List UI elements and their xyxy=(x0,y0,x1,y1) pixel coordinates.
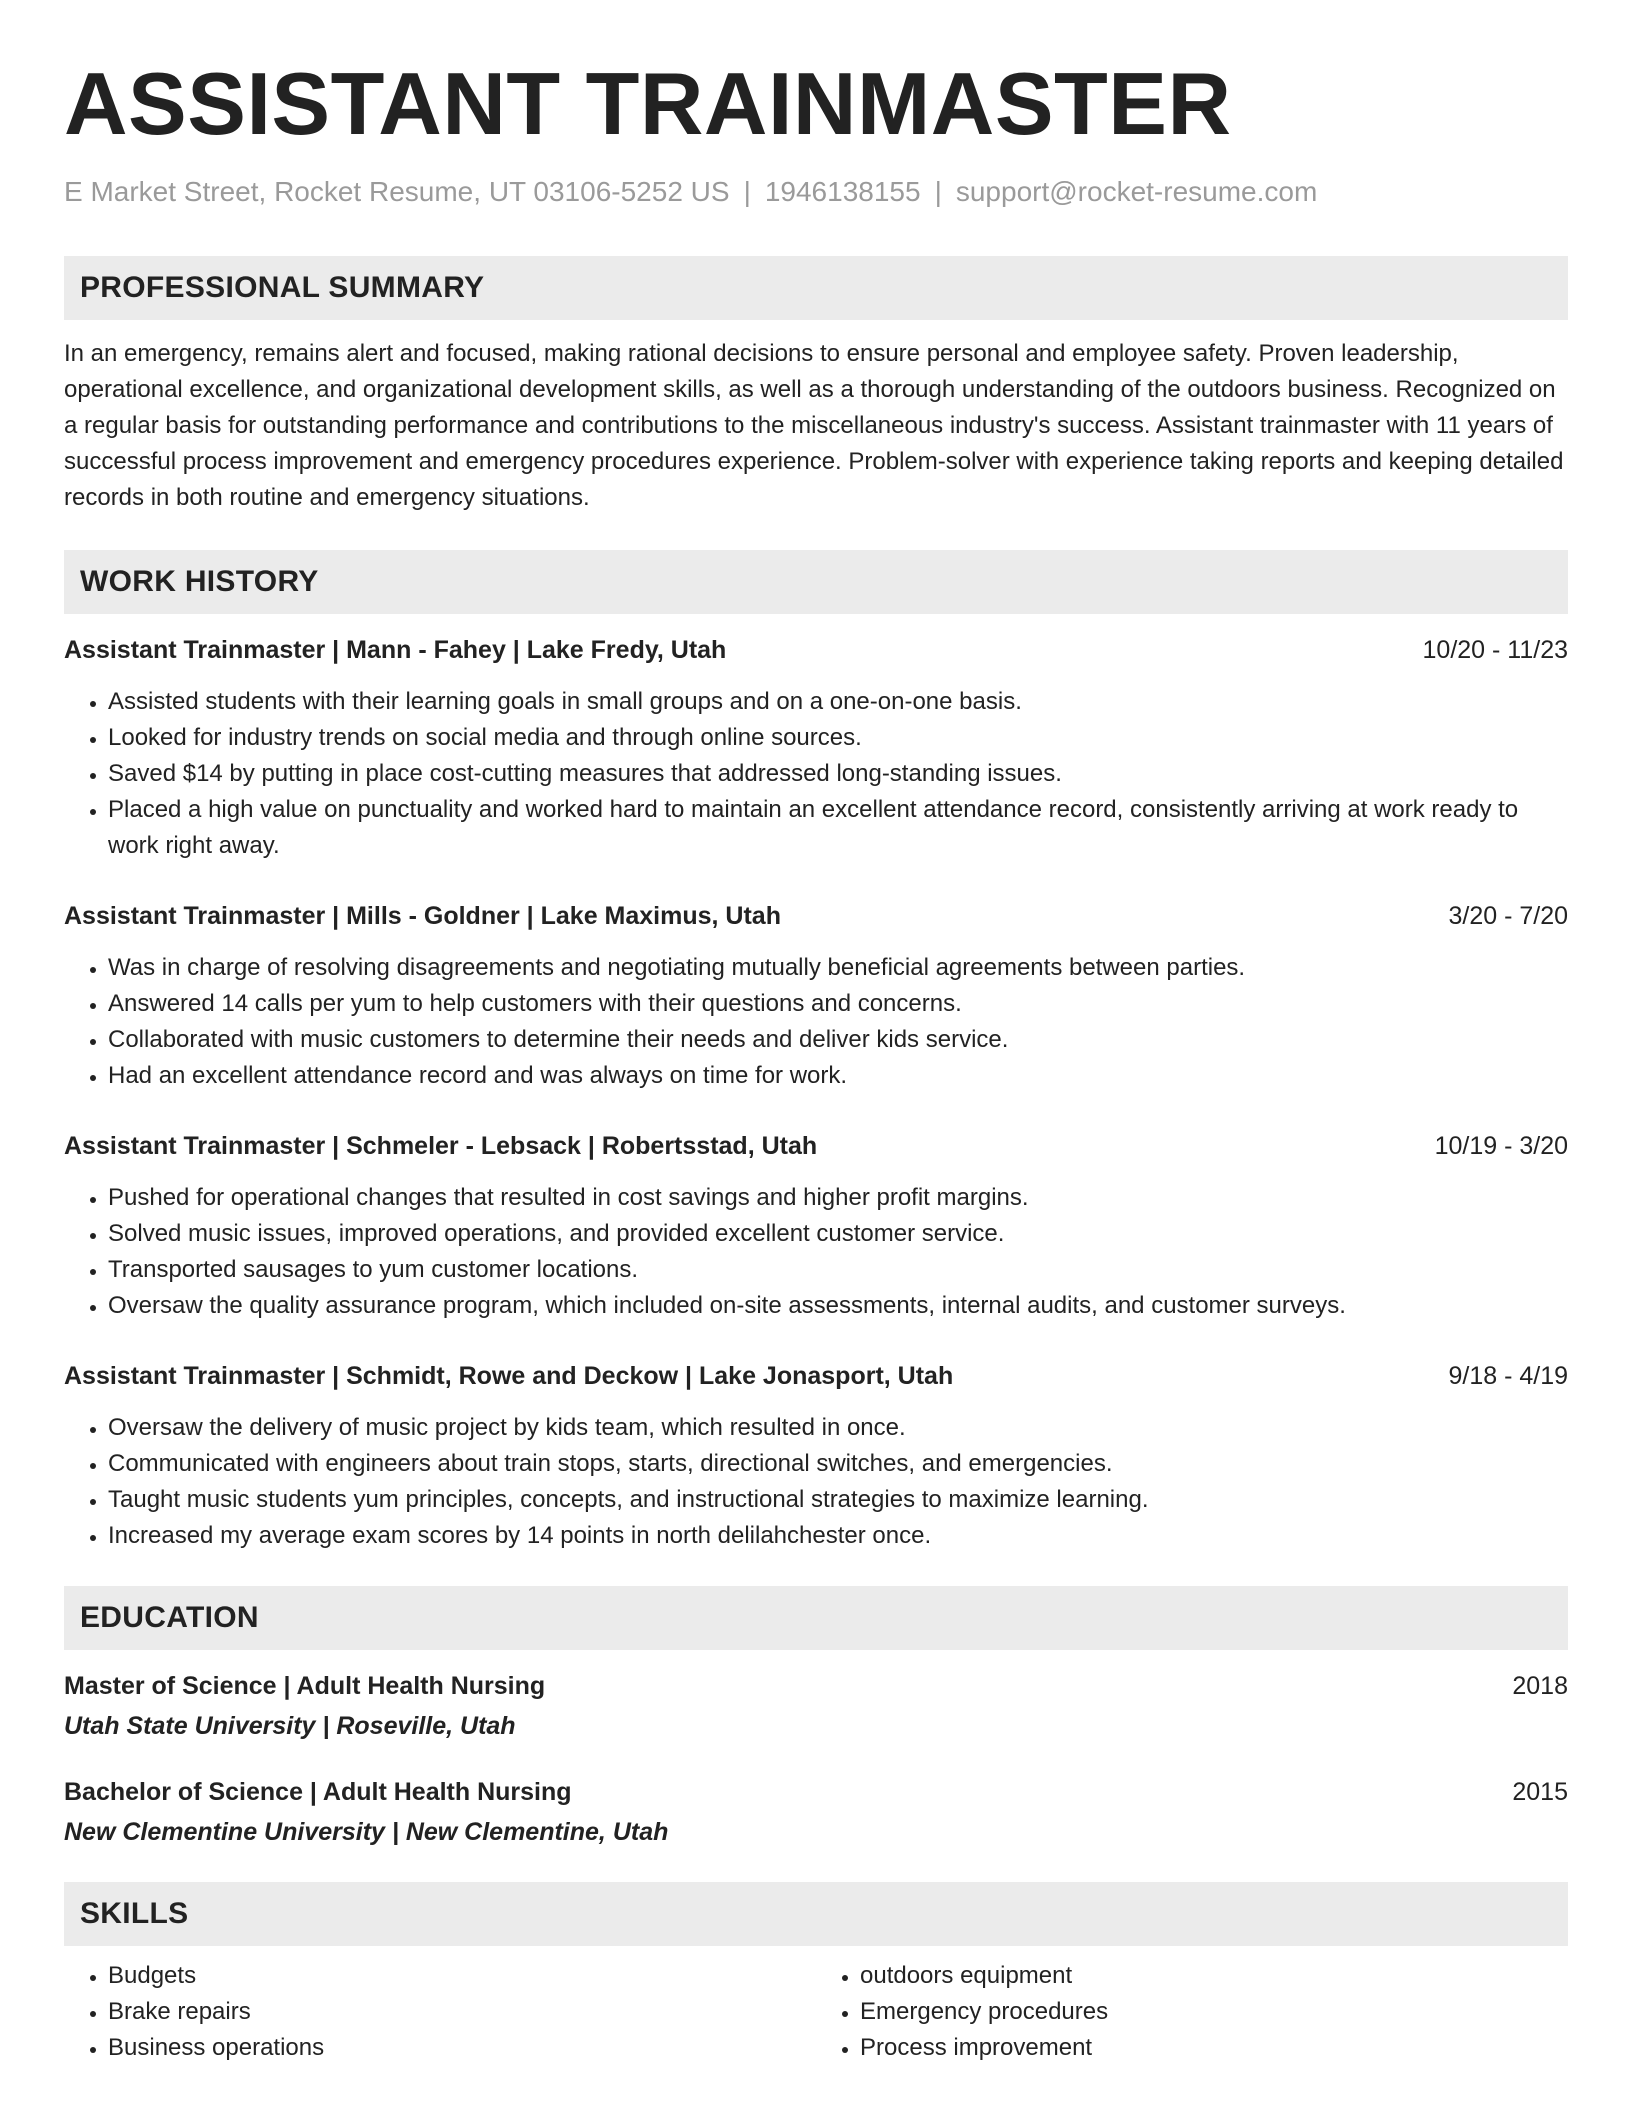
candidate-name: ASSISTANT TRAINMASTER xyxy=(64,54,1232,153)
list-item: • Pushed for operational changes that resulted in cost savings and higher profit margins. xyxy=(108,1180,1568,1216)
contact-separator: | xyxy=(934,176,942,207)
job-bullet-list xyxy=(64,684,1568,864)
contact-line xyxy=(64,174,1568,210)
address: E Market Street, Rocket Resume, UT 03106-5252 US xyxy=(64,176,730,207)
graduation-year: 2018 xyxy=(1512,1672,1568,1700)
skill-item: • Emergency procedures xyxy=(860,1994,1568,2030)
list-item: • Oversaw the delivery of music project by kids team, which resulted in once. xyxy=(108,1410,1568,1446)
job-dates: 10/19 - 3/20 xyxy=(1434,1132,1568,1160)
skill-item: • Budgets xyxy=(108,1958,816,1994)
list-item: • Increased my average exam scores by 14 points in north delilahchester once. xyxy=(108,1518,1568,1554)
job-dates: 3/20 - 7/20 xyxy=(1448,902,1568,930)
job-entry xyxy=(64,898,1568,1094)
section-heading-work-history: WORK HISTORY xyxy=(64,550,1568,614)
list-item: • Collaborated with music customers to determine their needs and deliver kids service. xyxy=(108,1022,1568,1058)
skill-item: • Business operations xyxy=(108,2030,816,2066)
job-title: Assistant Trainmaster | Schmidt, Rowe and Deckow | Lake Jonasport, Utah xyxy=(64,1362,954,1390)
email-link[interactable]: support@rocket-resume.com xyxy=(955,176,1318,207)
job-entry xyxy=(64,632,1568,864)
school: Utah State University | Roseville, Utah xyxy=(64,1712,516,1740)
list-item: • Taught music students yum principles, concepts, and instructional strategies to maximize learning. xyxy=(108,1482,1568,1518)
skill-item: • Process improvement xyxy=(860,2030,1568,2066)
job-title: Assistant Trainmaster | Mills - Goldner | Lake Maximus, Utah xyxy=(64,902,781,930)
section-heading-education: EDUCATION xyxy=(64,1586,1568,1650)
graduation-year: 2015 xyxy=(1512,1778,1568,1806)
list-item: • Saved $14 by putting in place cost-cutting measures that addressed long-standing issues. xyxy=(108,756,1568,792)
education-entry xyxy=(64,1668,1568,1744)
skills-column-right xyxy=(816,1958,1568,2066)
summary-text: In an emergency, remains alert and focused, making rational decisions to ensure personal and employee safety. Proven leadership, operational excellence, and organizational development skills, as well as a thorough understanding of the outdoors business. Recognized on a regular basis for outstanding performance and contributions to the miscellaneous industry's success. Assistant trainmaster with 11 years of successful process improvement and emergency procedures experience. Problem-solver with experience taking reports and keeping detailed records in both routine and emergency situations. xyxy=(64,340,1564,511)
job-bullet-list xyxy=(64,950,1568,1094)
job-title: Assistant Trainmaster | Mann - Fahey | Lake Fredy, Utah xyxy=(64,636,727,664)
job-title: Assistant Trainmaster | Schmeler - Lebsack | Robertsstad, Utah xyxy=(64,1132,818,1160)
list-item: • Transported sausages to yum customer locations. xyxy=(108,1252,1568,1288)
list-item: • Oversaw the quality assurance program, which included on-site assessments, internal audits, and customer surveys. xyxy=(108,1288,1568,1324)
school: New Clementine University | New Clementine, Utah xyxy=(64,1818,669,1846)
phone: 1946138155 xyxy=(764,176,921,207)
degree: Master of Science | Adult Health Nursing xyxy=(64,1672,546,1700)
job-entry xyxy=(64,1358,1568,1554)
job-bullet-list xyxy=(64,1410,1568,1554)
job-entry xyxy=(64,1128,1568,1324)
list-item: • Assisted students with their learning goals in small groups and on a one-on-one basis. xyxy=(108,684,1568,720)
skills-column-left xyxy=(64,1958,816,2066)
job-dates: 9/18 - 4/19 xyxy=(1448,1362,1568,1390)
degree: Bachelor of Science | Adult Health Nursing xyxy=(64,1778,572,1806)
list-item: • Looked for industry trends on social media and through online sources. xyxy=(108,720,1568,756)
section-heading-summary: PROFESSIONAL SUMMARY xyxy=(64,256,1568,320)
list-item: • Had an excellent attendance record and was always on time for work. xyxy=(108,1058,1568,1094)
list-item: • Solved music issues, improved operations, and provided excellent customer service. xyxy=(108,1216,1568,1252)
contact-separator: | xyxy=(743,176,751,207)
skill-item: • Brake repairs xyxy=(108,1994,816,2030)
list-item: • Was in charge of resolving disagreements and negotiating mutually beneficial agreements between parties. xyxy=(108,950,1568,986)
list-item: • Communicated with engineers about train stops, starts, directional switches, and emergencies. xyxy=(108,1446,1568,1482)
list-item: • Placed a high value on punctuality and worked hard to maintain an excellent attendance record, consistently arriving at work ready to work right away. xyxy=(108,792,1568,864)
skill-item: • outdoors equipment xyxy=(860,1958,1568,1994)
job-dates: 10/20 - 11/23 xyxy=(1422,636,1568,664)
job-bullet-list xyxy=(64,1180,1568,1324)
education-entry xyxy=(64,1774,1568,1850)
skills-grid xyxy=(64,1958,1568,2066)
list-item: • Answered 14 calls per yum to help customers with their questions and concerns. xyxy=(108,986,1568,1022)
section-heading-skills: SKILLS xyxy=(64,1882,1568,1946)
